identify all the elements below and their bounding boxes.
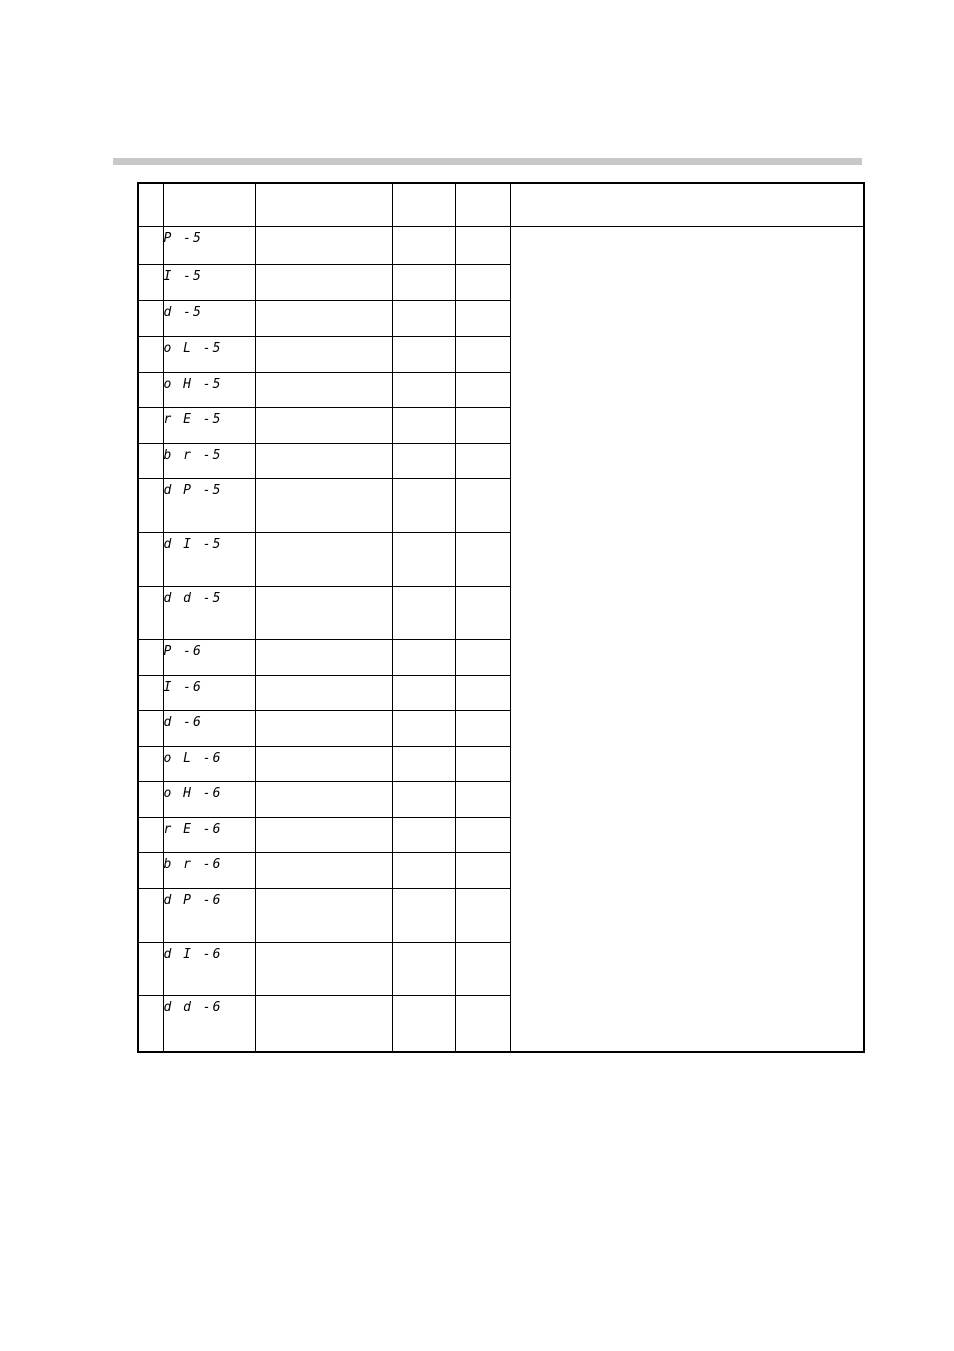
parameter-default-cell — [455, 227, 510, 265]
parameter-default-cell — [455, 337, 510, 373]
parameter-code-cell — [163, 408, 255, 444]
parameter-name-cell — [255, 479, 392, 533]
row-number-cell — [138, 444, 163, 479]
header-cell-default — [455, 183, 510, 227]
parameter-code: o L -5 — [163, 341, 223, 356]
table-header-row — [138, 183, 864, 227]
parameter-range-cell — [392, 818, 455, 853]
parameter-default-cell — [455, 640, 510, 676]
parameter-code: P -5 — [163, 231, 203, 246]
row-number-cell — [138, 676, 163, 711]
parameter-range-cell — [392, 747, 455, 782]
parameter-default-cell — [455, 889, 510, 943]
parameter-range-cell — [392, 943, 455, 996]
parameter-default-cell — [455, 711, 510, 747]
parameter-code: P -6 — [163, 644, 203, 659]
parameter-code-cell — [163, 444, 255, 479]
parameter-table — [137, 182, 865, 1053]
description-cell — [510, 227, 864, 1052]
parameter-range-cell — [392, 676, 455, 711]
parameter-range-cell — [392, 533, 455, 587]
parameter-code-cell — [163, 943, 255, 996]
row-number-cell — [138, 782, 163, 818]
parameter-range-cell — [392, 227, 455, 265]
row-number-cell — [138, 818, 163, 853]
parameter-code: d d -6 — [163, 1000, 223, 1015]
row-number-cell — [138, 301, 163, 337]
parameter-code-cell — [163, 373, 255, 408]
parameter-code-cell — [163, 265, 255, 301]
parameter-range-cell — [392, 640, 455, 676]
row-number-cell — [138, 265, 163, 301]
parameter-code: d P -6 — [163, 893, 223, 908]
row-number-cell — [138, 711, 163, 747]
parameter-code-cell — [163, 301, 255, 337]
parameter-code: b r -6 — [163, 857, 223, 872]
parameter-code-cell — [163, 337, 255, 373]
parameter-range-cell — [392, 782, 455, 818]
parameter-name-cell — [255, 227, 392, 265]
parameter-default-cell — [455, 265, 510, 301]
parameter-default-cell — [455, 479, 510, 533]
parameter-code: d I -6 — [163, 947, 223, 962]
parameter-name-cell — [255, 373, 392, 408]
parameter-name-cell — [255, 301, 392, 337]
parameter-code: r E -6 — [163, 822, 223, 837]
parameter-range-cell — [392, 265, 455, 301]
parameter-code: d I -5 — [163, 537, 223, 552]
header-cell-range — [392, 183, 455, 227]
parameter-range-cell — [392, 996, 455, 1052]
parameter-name-cell — [255, 889, 392, 943]
parameter-name-cell — [255, 711, 392, 747]
parameter-range-cell — [392, 587, 455, 640]
parameter-default-cell — [455, 444, 510, 479]
parameter-code-cell — [163, 889, 255, 943]
parameter-code: I -6 — [163, 680, 203, 695]
parameter-range-cell — [392, 711, 455, 747]
parameter-default-cell — [455, 587, 510, 640]
parameter-default-cell — [455, 676, 510, 711]
row-number-cell — [138, 337, 163, 373]
parameter-code: o H -6 — [163, 786, 223, 801]
parameter-code-cell — [163, 587, 255, 640]
row-number-cell — [138, 853, 163, 889]
parameter-code-cell — [163, 676, 255, 711]
parameter-code: I -5 — [163, 269, 203, 284]
parameter-name-cell — [255, 337, 392, 373]
header-cell-code — [163, 183, 255, 227]
parameter-code: d d -5 — [163, 591, 223, 606]
row-number-cell — [138, 747, 163, 782]
parameter-default-cell — [455, 533, 510, 587]
parameter-default-cell — [455, 996, 510, 1052]
parameter-range-cell — [392, 301, 455, 337]
parameter-name-cell — [255, 996, 392, 1052]
row-number-cell — [138, 373, 163, 408]
parameter-code-cell — [163, 711, 255, 747]
parameter-default-cell — [455, 373, 510, 408]
parameter-code: r E -5 — [163, 412, 223, 427]
parameter-name-cell — [255, 587, 392, 640]
row-number-cell — [138, 889, 163, 943]
row-number-cell — [138, 640, 163, 676]
parameter-name-cell — [255, 818, 392, 853]
parameter-code: o H -5 — [163, 377, 223, 392]
parameter-default-cell — [455, 818, 510, 853]
parameter-code-cell — [163, 227, 255, 265]
parameter-default-cell — [455, 943, 510, 996]
parameter-default-cell — [455, 853, 510, 889]
row-number-cell — [138, 227, 163, 265]
parameter-code-cell — [163, 533, 255, 587]
parameter-name-cell — [255, 943, 392, 996]
parameter-default-cell — [455, 782, 510, 818]
parameter-code-cell — [163, 996, 255, 1052]
parameter-default-cell — [455, 747, 510, 782]
row-number-cell — [138, 943, 163, 996]
parameter-code: d -6 — [163, 715, 203, 730]
parameter-range-cell — [392, 408, 455, 444]
row-number-cell — [138, 533, 163, 587]
parameter-default-cell — [455, 408, 510, 444]
parameter-name-cell — [255, 782, 392, 818]
parameter-code-cell — [163, 747, 255, 782]
parameter-code: d -5 — [163, 305, 203, 320]
table-row — [138, 227, 864, 265]
parameter-default-cell — [455, 301, 510, 337]
parameter-name-cell — [255, 676, 392, 711]
row-number-cell — [138, 408, 163, 444]
parameter-code-cell — [163, 782, 255, 818]
parameter-code-cell — [163, 640, 255, 676]
parameter-code-cell — [163, 853, 255, 889]
parameter-name-cell — [255, 444, 392, 479]
parameter-name-cell — [255, 408, 392, 444]
header-cell-no — [138, 183, 163, 227]
row-number-cell — [138, 587, 163, 640]
header-cell-description — [510, 183, 864, 227]
row-number-cell — [138, 996, 163, 1052]
header-rule — [113, 158, 862, 165]
parameter-code-cell — [163, 479, 255, 533]
parameter-range-cell — [392, 853, 455, 889]
parameter-code-cell — [163, 818, 255, 853]
parameter-code: o L -6 — [163, 751, 223, 766]
parameter-code: b r -5 — [163, 448, 223, 463]
parameter-range-cell — [392, 337, 455, 373]
parameter-name-cell — [255, 533, 392, 587]
parameter-range-cell — [392, 889, 455, 943]
parameter-range-cell — [392, 479, 455, 533]
parameter-name-cell — [255, 747, 392, 782]
parameter-range-cell — [392, 373, 455, 408]
parameter-name-cell — [255, 265, 392, 301]
parameter-name-cell — [255, 640, 392, 676]
parameter-range-cell — [392, 444, 455, 479]
parameter-name-cell — [255, 853, 392, 889]
parameter-code: d P -5 — [163, 483, 223, 498]
header-cell-name — [255, 183, 392, 227]
row-number-cell — [138, 479, 163, 533]
